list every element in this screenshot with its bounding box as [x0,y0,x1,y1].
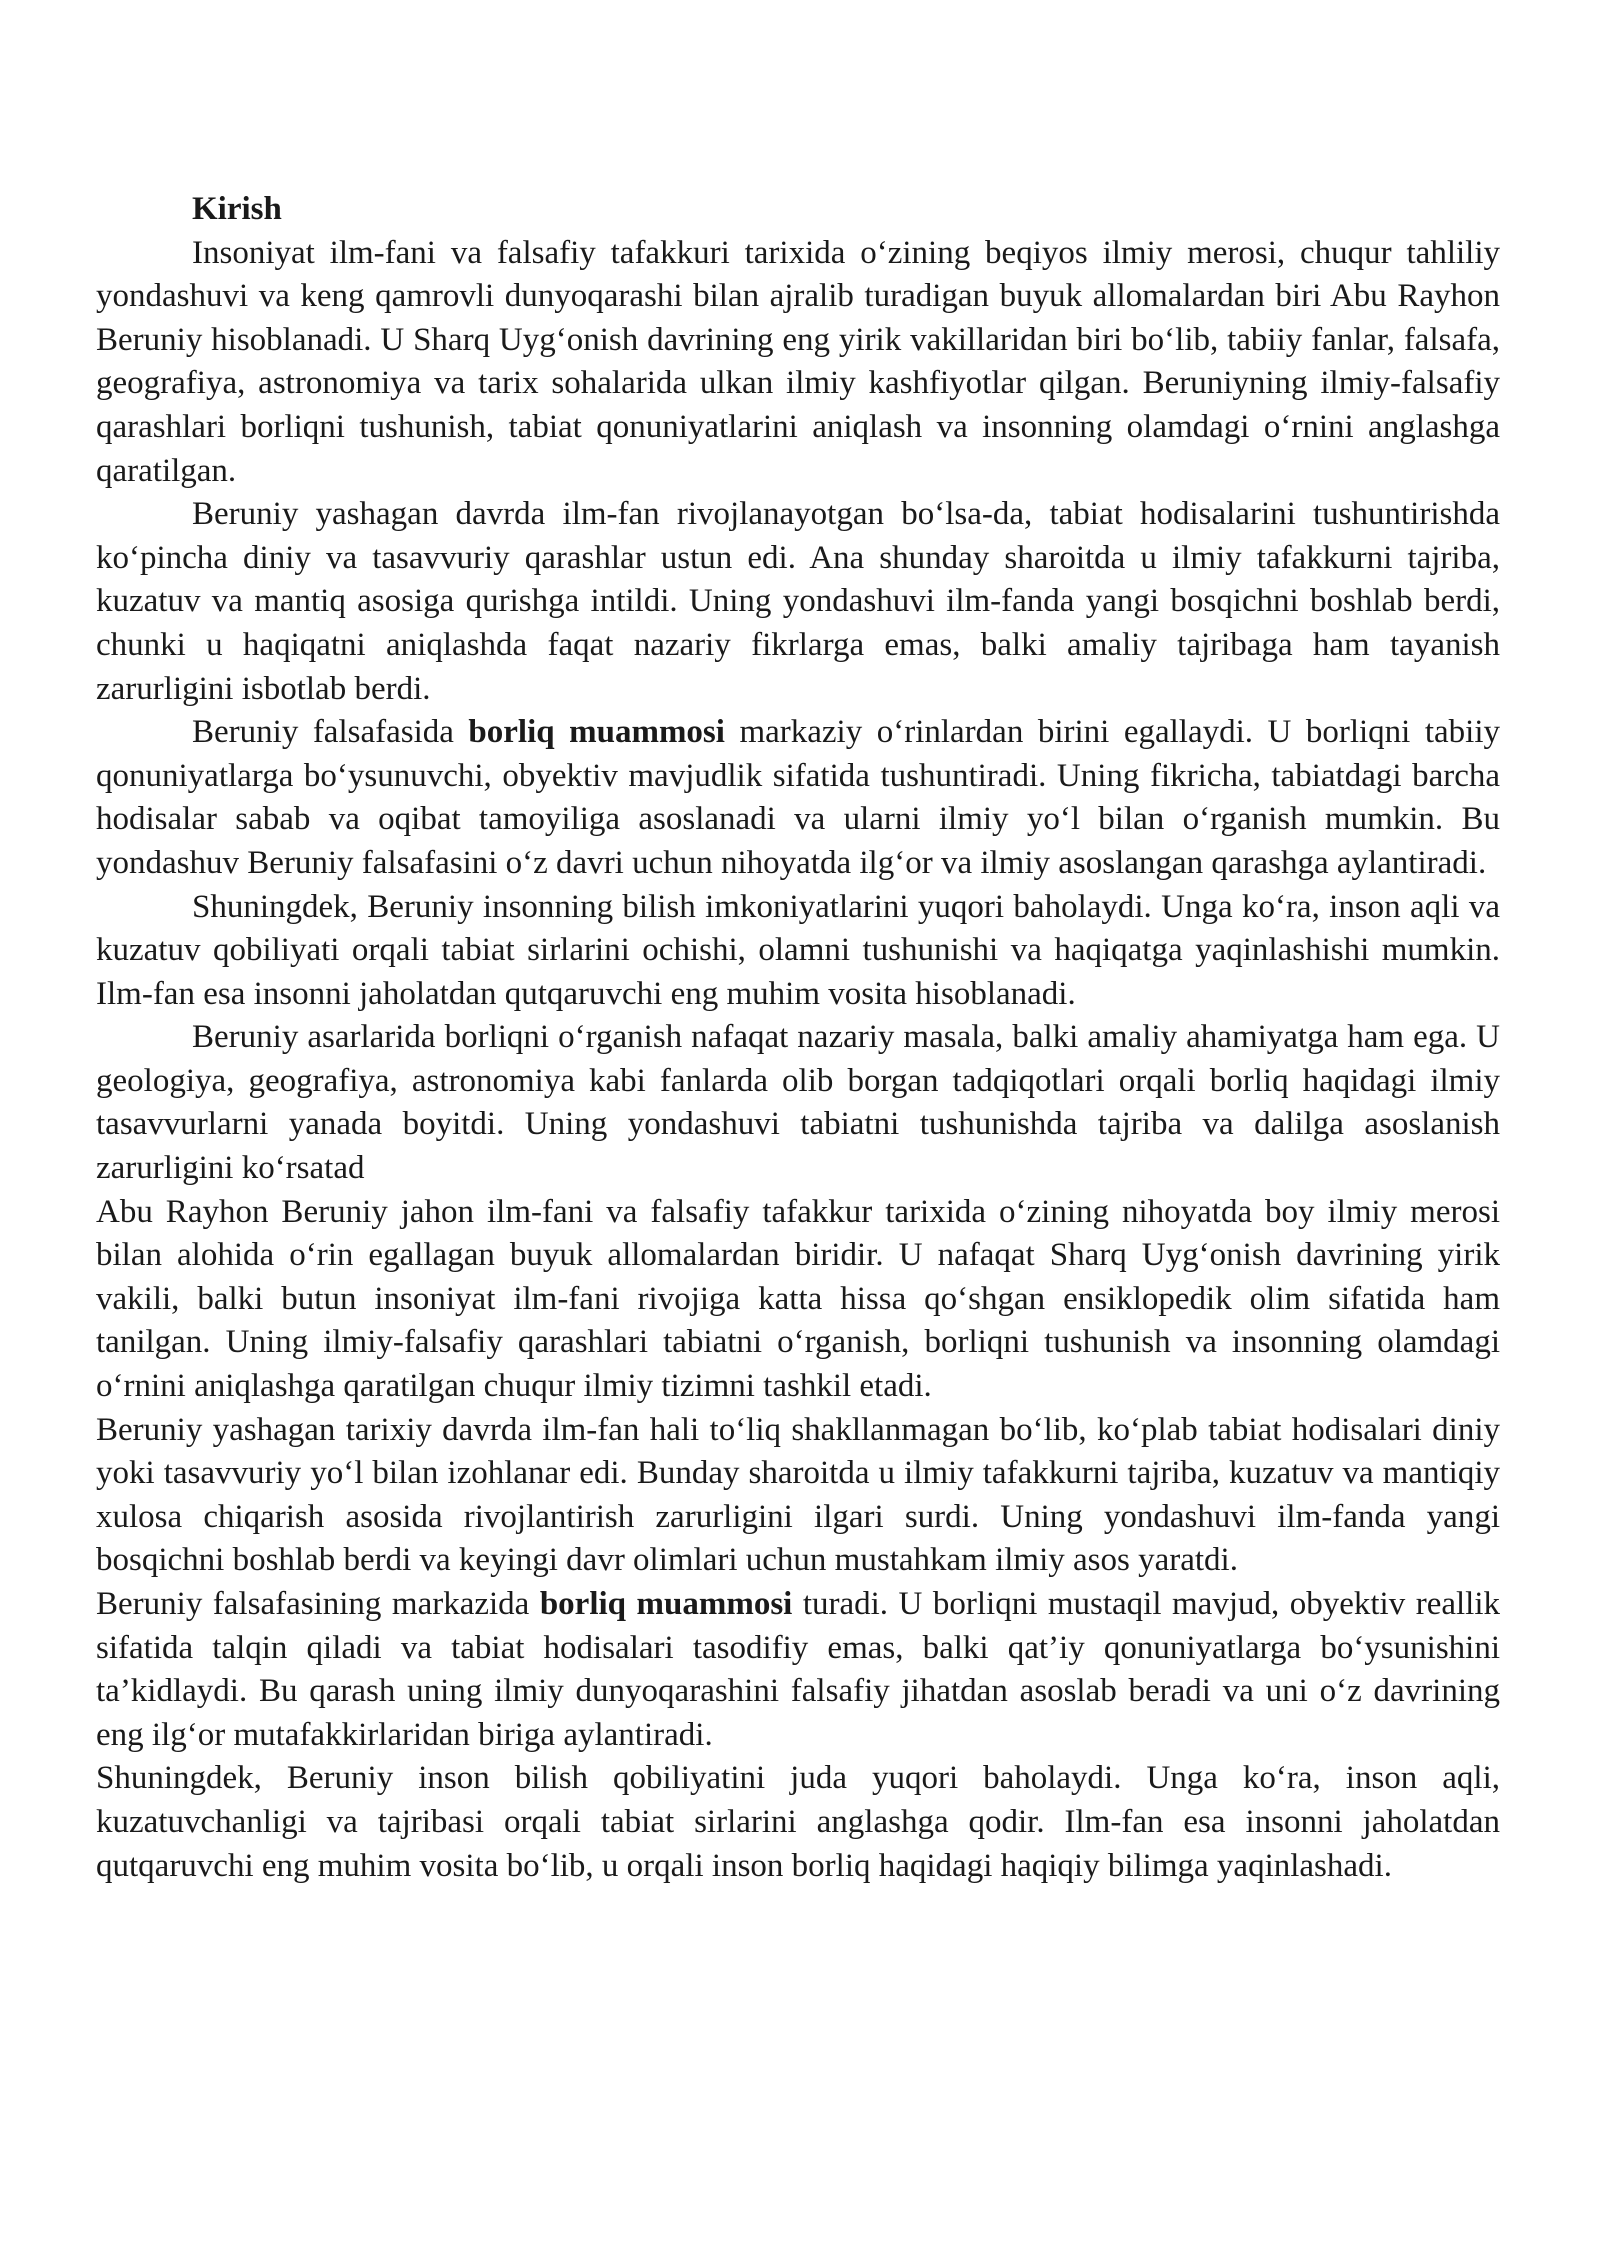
document-page [96,188,1500,1888]
paragraph-text: Shuningdek, Beruniy insonning bilish imkoniyatlarini yuqori baholaydi. Unga ko‘ra, inson aqli va kuzatuv qobiliyati orqali tabiat sirlarini ochishi, olamni tushunishi va haqiqatga yaqinlashishi mumkin. Ilm-fan esa insonni jaholatdan qutqaruvchi eng muhim vosita hisoblanadi. [96,888,1500,1012]
paragraph-text: Beruniy falsafasida [192,714,469,751]
paragraph-text: markaziy o‘rinlardan birini egallaydi. U borliqni tabiiy qonuniyatlarga bo‘ysunuvchi, obyektiv mavjudlik sifatida tushuntiradi. Uning fikricha, tabiatdagi barcha hodisalar sabab va oqibat tamoyiliga asoslanadi va ularni ilmiy yo‘l bilan o‘rganish mumkin. Bu yondashuv Beruniy falsafasini o‘z davri uchun nihoyatda ilg‘or va ilmiy asoslangan qarashga aylantiradi. [96,714,1500,881]
paragraph [96,1409,1500,1583]
paragraph-text: Shuningdek, Beruniy inson bilish qobiliyatini juda yuqori baholaydi. Unga ko‘ra, inson aqli, kuzatuvchanligi va tajribasi orqali tabiat sirlarini anglashga qodir. Ilm-fan esa insonni jaholatdan qutqaruvchi eng muhim vosita bo‘lib, u orqali inson borliq haqidagi haqiqiy bilimga yaqinlashadi. [96,1760,1500,1884]
paragraph-text: Insoniyat ilm-fani va falsafiy tafakkuri tarixida o‘zining beqiyos ilmiy merosi, chuqur tahliliy yondashuvi va keng qamrovli dunyoqarashi bilan ajralib turadigan buyuk allomalardan biri Abu Rayhon Beruniy hisoblanadi. U Sharq Uyg‘onish davrining eng yirik vakillaridan biri bo‘lib, tabiiy fanlar, falsafa, geografiya, astronomiya va tarix sohalarida ulkan ilmiy kashfiyotlar qilgan. Beruniyning ilmiy-falsafiy qarashlari borliqni tushunish, tabiat qonuniyatlarini aniqlash va insonning olamdagi o‘rnini anglashga qaratilgan. [96,234,1500,489]
paragraph [96,232,1500,494]
paragraph [96,886,1500,1017]
paragraph-text: Abu Rayhon Beruniy jahon ilm-fani va falsafiy tafakkur tarixida o‘zining nihoyatda boy ilmiy merosi bilan alohida o‘rin egallagan buyuk allomalardan biridir. U nafaqat Sharq Uyg‘onish davrining yirik vakili, balki butun insoniyat ilm-fani rivojiga katta hissa qo‘shgan ensiklopedik olim sifatida ham tanilgan. Uning ilmiy-falsafiy qarashlari tabiatni o‘rganish, borliqni tushunish va insonning olamdagi o‘rnini aniqlashga qaratilgan chuqur ilmiy tizimni tashkil etadi. [96,1193,1500,1405]
bold-term: borliq muammosi [468,714,725,751]
bold-term: borliq muammosi [539,1586,793,1622]
paragraph [96,493,1500,711]
document-body [96,232,1500,1889]
paragraph [96,1583,1500,1757]
paragraph [96,1191,1500,1409]
paragraph [96,711,1500,885]
paragraph [96,1016,1500,1190]
paragraph-text: Beruniy yashagan davrda ilm-fan rivojlanayotgan bo‘lsa-da, tabiat hodisalarini tushuntirishda ko‘pincha diniy va tasavvuriy qarashlar ustun edi. Ana shunday sharoitda u ilmiy tafakkurni tajriba, kuzatuv va mantiq asosiga qurishga intildi. Uning yondashuvi ilm-fanda yangi bosqichni boshlab berdi, chunki u haqiqatni aniqlashda faqat nazariy fikrlarga emas, balki amaliy tajribaga ham tayanish zarurligini isbotlab berdi. [96,496,1500,707]
paragraph-text: Beruniy yashagan tarixiy davrda ilm-fan hali to‘liq shakllanmagan bo‘lib, ko‘plab tabiat hodisalari diniy yoki tasavvuriy yo‘l bilan izohlanar edi. Bunday sharoitda u ilmiy tafakkurni tajriba, kuzatuv va mantiqiy xulosa chiqarish asosida rivojlantirish zarurligini ilgari surdi. Uning yondashuvi ilm-fanda yangi bosqichni boshlab berdi va keyingi davr olimlari uchun mustahkam ilmiy asos yaratdi. [96,1411,1500,1579]
paragraph-text: Beruniy falsafasining markazida [96,1586,540,1622]
paragraph [96,1757,1500,1888]
paragraph-text: Beruniy asarlarida borliqni o‘rganish nafaqat nazariy masala, balki amaliy ahamiyatga ham ega. U geologiya, geografiya, astronomiya kabi fanlarda olib borgan tadqiqotlari orqali borliq haqidagi ilmiy tasavvurlarni yanada boyitdi. Uning yondashuvi tabiatni tushunishda tajriba va dalilga asoslanish zarurligini ko‘rsatad [96,1019,1500,1187]
paragraph-text: turadi. U borliqni mustaqil mavjud, obyektiv reallik sifatida talqin qiladi va tabiat hodisalari tasodifiy emas, balki qat’iy qonuniyatlarga bo‘ysunishini ta’kidlaydi. Bu qarash uning ilmiy dunyoqarashini falsafiy jihatdan asoslab beradi va uni o‘z davrining eng ilg‘or mutafakkirlaridan biriga aylantiradi. [96,1586,1501,1753]
document-heading: Kirish [192,191,282,227]
